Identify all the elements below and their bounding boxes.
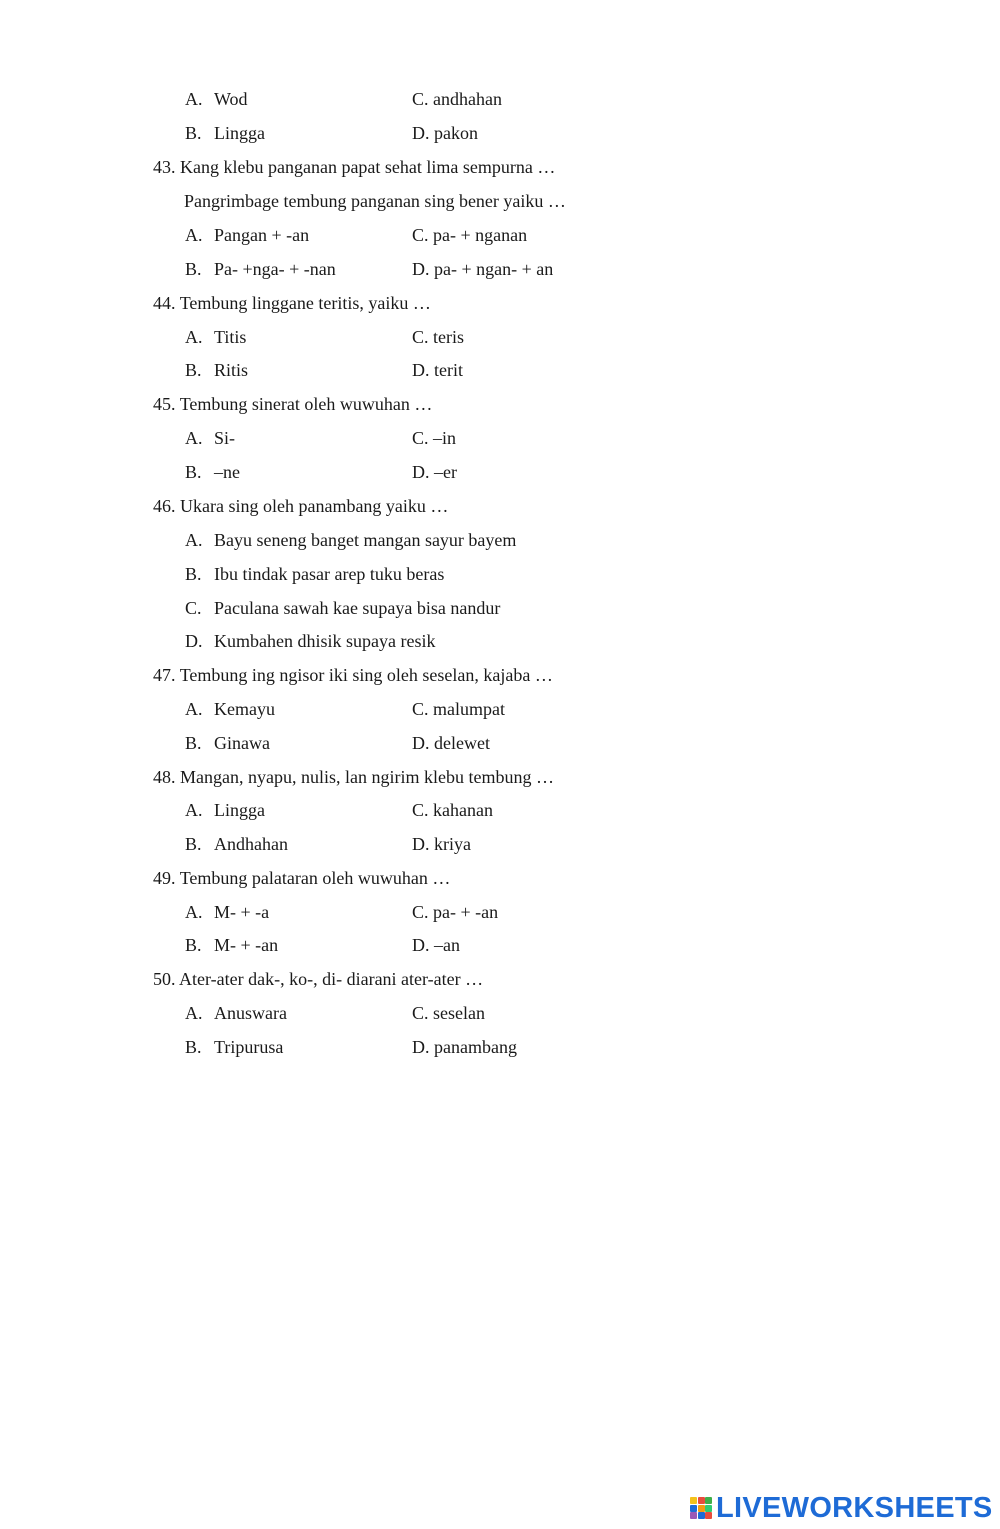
- option-text: C. andhahan: [412, 89, 502, 109]
- question-text: Ukara sing oleh panambang yaiku …: [180, 496, 449, 516]
- option-letter: A.: [185, 428, 203, 448]
- option-text: Wod: [214, 89, 248, 109]
- question-number: 45.: [153, 394, 176, 414]
- q46-question: [153, 494, 448, 518]
- option-letter: B.: [185, 733, 202, 753]
- option-text: C. malumpat: [412, 699, 505, 719]
- option-letter: B.: [185, 360, 202, 380]
- question-number: 47.: [153, 665, 176, 685]
- option-letter: B.: [185, 564, 202, 584]
- question-text: Tembung ing ngisor iki sing oleh seselan, kajaba …: [179, 665, 553, 685]
- option-letter: B.: [185, 935, 202, 955]
- option-text: Bayu seneng banget mangan sayur bayem: [214, 530, 517, 550]
- option-letter: A.: [185, 800, 203, 820]
- q45-question: [153, 392, 432, 416]
- option-text: C. seselan: [412, 1003, 485, 1023]
- option-letter: B.: [185, 259, 202, 279]
- question-number: 46.: [153, 496, 176, 516]
- option-text: M- + -an: [214, 935, 279, 955]
- question-text: Ater-ater dak-, ko-, di- diarani ater-ater …: [179, 969, 484, 989]
- question-text: Tembung linggane teritis, yaiku …: [179, 293, 431, 313]
- liveworksheets-logo[interactable]: [690, 1492, 993, 1524]
- q44-question: [153, 291, 431, 315]
- liveworksheets-grid-icon: [690, 1497, 712, 1519]
- option-text: –ne: [214, 462, 240, 482]
- option-text: D. –an: [412, 935, 460, 955]
- option-text: Ritis: [214, 360, 249, 380]
- option-letter: C.: [185, 598, 202, 618]
- option-text: Andhahan: [214, 834, 288, 854]
- question-number: 44.: [153, 293, 176, 313]
- option-text: Pangan + -an: [214, 225, 310, 245]
- q49-question: [153, 866, 450, 890]
- option-letter: A.: [185, 1003, 203, 1023]
- logo-text: LIVEWORKSHEETS: [716, 1491, 993, 1524]
- option-text: Anuswara: [214, 1003, 287, 1023]
- question-text: Tembung palataran oleh wuwuhan …: [179, 868, 451, 888]
- option-letter: B.: [185, 834, 202, 854]
- question-number: 49.: [153, 868, 176, 888]
- question-text: Tembung sinerat oleh wuwuhan …: [179, 394, 433, 414]
- option-text: Ibu tindak pasar arep tuku beras: [214, 564, 445, 584]
- question-number: 48.: [153, 767, 176, 787]
- option-text: Titis: [214, 327, 247, 347]
- option-text: D. kriya: [412, 834, 471, 854]
- option-text: Si-: [214, 428, 236, 448]
- option-text: Tripurusa: [214, 1037, 284, 1057]
- option-letter: A.: [185, 89, 203, 109]
- option-text: D. panambang: [412, 1037, 517, 1057]
- option-letter: A.: [185, 530, 203, 550]
- option-text: M- + -a: [214, 902, 270, 922]
- option-text: Paculana sawah kae supaya bisa nandur: [214, 598, 501, 618]
- option-text: C. teris: [412, 327, 465, 347]
- option-text: Lingga: [214, 800, 265, 820]
- q43-question: [153, 155, 555, 179]
- q43-subtext: Pangrimbage tembung panganan sing bener yaiku …: [184, 191, 566, 211]
- option-letter: D.: [185, 631, 203, 651]
- option-text: Lingga: [214, 123, 265, 143]
- option-text: D. delewet: [412, 733, 490, 753]
- option-text: D. terit: [412, 360, 463, 380]
- option-text: Ginawa: [214, 733, 270, 753]
- option-text: C. pa- + nganan: [412, 225, 528, 245]
- question-number: 50.: [153, 969, 176, 989]
- option-text: Kemayu: [214, 699, 275, 719]
- option-text: D. pakon: [412, 123, 478, 143]
- question-number: 43.: [153, 157, 176, 177]
- option-letter: A.: [185, 902, 203, 922]
- option-text: D. –er: [412, 462, 457, 482]
- option-text: C. kahanan: [412, 800, 493, 820]
- option-letter: A.: [185, 327, 203, 347]
- question-text: Kang klebu panganan papat sehat lima sempurna …: [180, 157, 556, 177]
- option-letter: A.: [185, 225, 203, 245]
- q48-question: [153, 765, 554, 789]
- option-text: C. pa- + -an: [412, 902, 499, 922]
- q47-question: [153, 663, 553, 687]
- option-text: C. –in: [412, 428, 457, 448]
- option-letter: B.: [185, 123, 202, 143]
- q50-question: [153, 967, 483, 991]
- option-letter: B.: [185, 1037, 202, 1057]
- option-letter: B.: [185, 462, 202, 482]
- option-text: Kumbahen dhisik supaya resik: [214, 631, 436, 651]
- option-letter: A.: [185, 699, 203, 719]
- option-text: Pa- +nga- + -nan: [214, 259, 336, 279]
- question-text: Mangan, nyapu, nulis, lan ngirim klebu tembung …: [180, 767, 554, 787]
- option-text: D. pa- + ngan- + an: [412, 259, 554, 279]
